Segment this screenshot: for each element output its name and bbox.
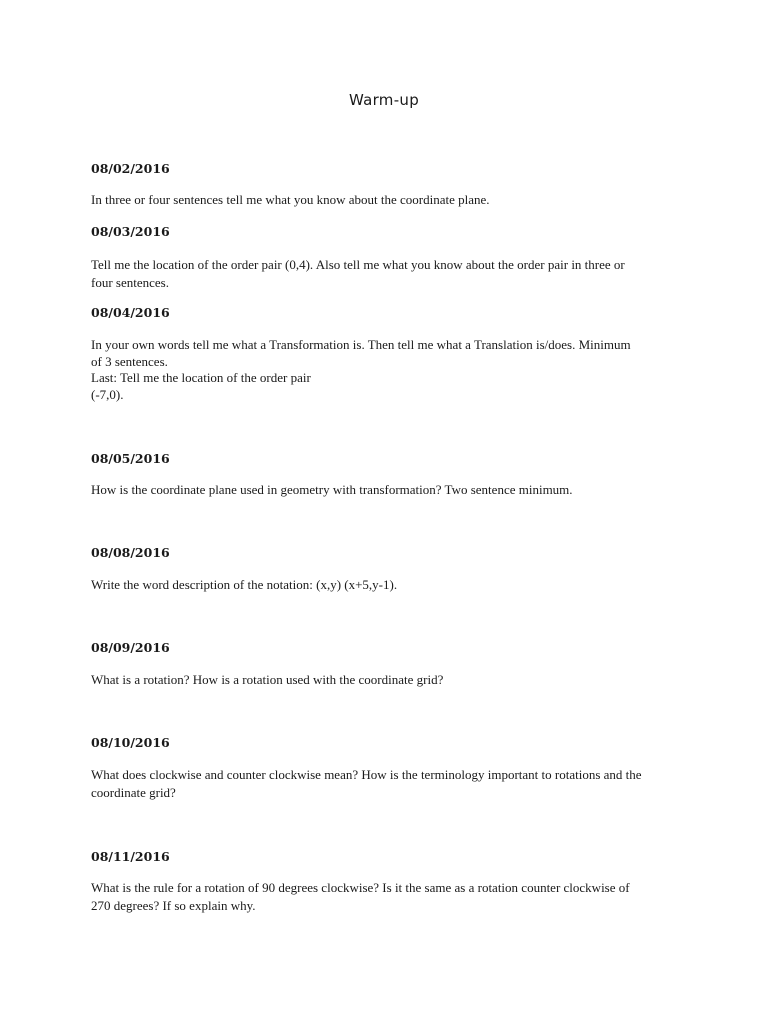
prompt-line: What is a rotation? How is a rotation used with the coordinate grid? [91,672,444,687]
entry-date: 08/02/2016 [91,161,170,176]
entry-prompt [91,337,691,403]
prompt-line: (-7,0). [91,386,124,402]
prompt-line: coordinate grid? [91,785,176,800]
entry-prompt [91,766,691,802]
entry-date: 08/03/2016 [91,224,170,239]
prompt-line: of 3 sentences. [91,353,168,369]
entry-prompt [91,879,691,915]
prompt-line: What is the rule for a rotation of 90 degrees clockwise? Is it the same as a rotation counter clockwise of [91,880,630,895]
entry-date: 08/09/2016 [91,640,170,655]
entry-date: 08/11/2016 [91,849,170,864]
entry-prompt [91,256,691,292]
prompt-line: In three or four sentences tell me what you know about the coordinate plane. [91,192,490,207]
entry-date: 08/05/2016 [91,451,170,466]
prompt-line: four sentences. [91,275,169,290]
prompt-line: What does clockwise and counter clockwise mean? How is the terminology important to rotations and the [91,767,642,782]
entry-prompt [91,191,691,209]
entry-prompt [91,481,691,499]
prompt-line: Last: Tell me the location of the order pair [91,370,311,385]
entry-date: 08/10/2016 [91,735,170,750]
entry-date: 08/08/2016 [91,545,170,560]
entry-prompt [91,576,691,594]
prompt-line: In your own words tell me what a Transformation is. Then tell me what a Translation is/does. Minimum [91,337,631,352]
prompt-line: 270 degrees? If so explain why. [91,898,256,913]
document-title: Warm-up [348,91,420,109]
prompt-line: Tell me the location of the order pair (0,4). Also tell me what you know about the order pair in three or [91,257,625,272]
prompt-line: How is the coordinate plane used in geometry with transformation? Two sentence minimum. [91,482,573,497]
entry-date: 08/04/2016 [91,305,170,320]
entry-prompt [91,671,691,689]
prompt-line: Write the word description of the notation: (x,y) (x+5,y-1). [91,577,398,592]
